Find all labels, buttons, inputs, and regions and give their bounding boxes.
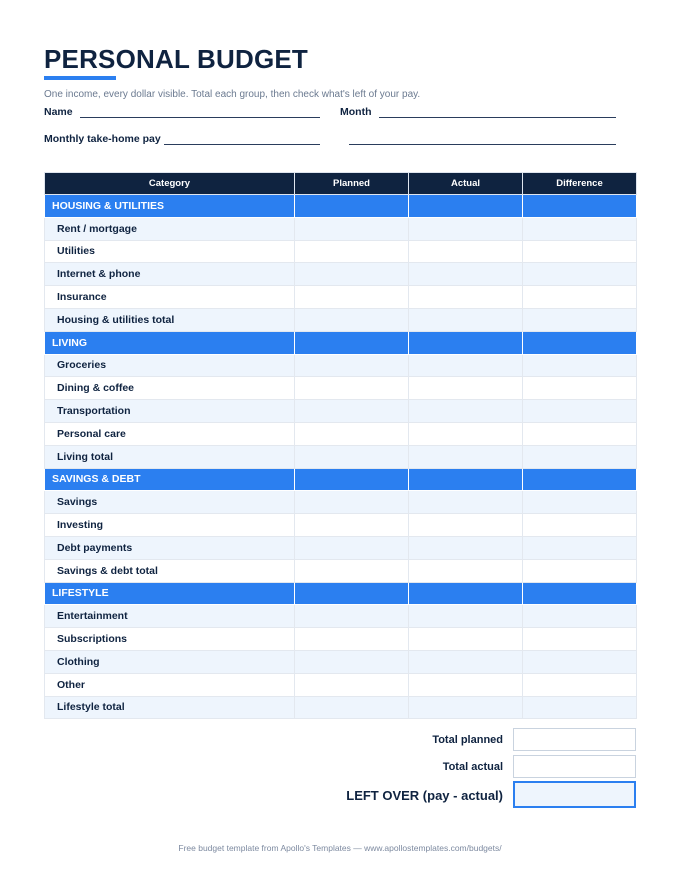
difference-cell[interactable] [523,650,637,673]
section-title: HOUSING & UTILITIES [45,195,295,218]
actual-cell[interactable] [409,240,523,263]
table-row [45,354,637,377]
footer-note: Free budget template from Apollo's Templates — www.apollostemplates.com/budgets/ [178,843,502,853]
total-planned-label: Total planned [432,734,503,746]
name-label: Name [44,106,73,118]
planned-cell[interactable] [295,217,409,240]
table-row [45,696,637,719]
table-row [45,559,637,582]
planned-cell[interactable] [295,514,409,537]
table-row [45,422,637,445]
actual-cell[interactable] [409,696,523,719]
difference-cell[interactable] [523,308,637,331]
planned-cell[interactable] [295,240,409,263]
actual-cell[interactable] [409,628,523,651]
table-header-row [45,173,637,195]
planned-cell[interactable] [295,422,409,445]
actual-cell[interactable] [409,217,523,240]
total-planned-box[interactable] [513,728,636,751]
difference-cell[interactable] [523,377,637,400]
page-title: PERSONAL BUDGET [44,44,308,74]
budget-table-body [45,195,637,719]
column-header-actual: Actual [409,173,523,195]
leftover-box[interactable] [513,781,636,808]
category-label: Clothing [45,650,295,673]
actual-cell[interactable] [409,605,523,628]
table-row [45,605,637,628]
month-field[interactable] [379,117,616,118]
actual-cell[interactable] [409,673,523,696]
pay-field-extra[interactable] [349,144,616,145]
actual-cell[interactable] [409,491,523,514]
total-actual-box[interactable] [513,755,636,778]
actual-cell[interactable] [409,263,523,286]
section-cell [409,468,523,491]
section-row [45,582,637,605]
actual-cell[interactable] [409,286,523,309]
section-cell [295,195,409,218]
category-label: Subscriptions [45,628,295,651]
actual-cell[interactable] [409,354,523,377]
difference-cell[interactable] [523,559,637,582]
difference-cell[interactable] [523,605,637,628]
category-label: Rent / mortgage [45,217,295,240]
actual-cell[interactable] [409,514,523,537]
section-cell [409,582,523,605]
table-row [45,673,637,696]
difference-cell[interactable] [523,673,637,696]
category-label: Transportation [45,400,295,423]
category-label: Other [45,673,295,696]
planned-cell[interactable] [295,696,409,719]
difference-cell[interactable] [523,628,637,651]
difference-cell[interactable] [523,422,637,445]
planned-cell[interactable] [295,354,409,377]
section-cell [295,331,409,354]
section-row [45,331,637,354]
section-cell [409,331,523,354]
category-label: Personal care [45,422,295,445]
section-cell [409,195,523,218]
table-row [45,400,637,423]
category-label: Savings & debt total [45,559,295,582]
actual-cell[interactable] [409,650,523,673]
actual-cell[interactable] [409,445,523,468]
table-row [45,308,637,331]
table-row [45,514,637,537]
difference-cell[interactable] [523,514,637,537]
category-label: Housing & utilities total [45,308,295,331]
table-row [45,650,637,673]
table-row [45,628,637,651]
planned-cell[interactable] [295,536,409,559]
total-actual-label: Total actual [442,761,503,773]
actual-cell[interactable] [409,559,523,582]
section-cell [295,468,409,491]
table-row [45,286,637,309]
pay-label: Monthly take-home pay [44,133,161,145]
page-subtitle: One income, every dollar visible. Total each group, then check what's left of your pay. [44,89,421,100]
column-header-planned: Planned [295,173,409,195]
actual-cell[interactable] [409,422,523,445]
category-label: Lifestyle total [45,696,295,719]
category-label: Insurance [45,286,295,309]
section-cell [523,195,637,218]
difference-cell[interactable] [523,696,637,719]
section-cell [295,582,409,605]
planned-cell[interactable] [295,559,409,582]
planned-cell[interactable] [295,263,409,286]
budget-table [44,172,637,719]
difference-cell[interactable] [523,217,637,240]
section-row [45,195,637,218]
difference-cell[interactable] [523,445,637,468]
category-label: Debt payments [45,536,295,559]
actual-cell[interactable] [409,400,523,423]
leftover-label: LEFT OVER (pay - actual) [346,788,503,803]
month-label: Month [340,106,372,118]
column-header-difference: Difference [523,173,637,195]
planned-cell[interactable] [295,377,409,400]
actual-cell[interactable] [409,377,523,400]
section-cell [523,582,637,605]
section-cell [523,331,637,354]
category-label: Savings [45,491,295,514]
category-label: Entertainment [45,605,295,628]
difference-cell[interactable] [523,354,637,377]
category-label: Internet & phone [45,263,295,286]
difference-cell[interactable] [523,263,637,286]
category-label: Living total [45,445,295,468]
difference-cell[interactable] [523,536,637,559]
table-row [45,217,637,240]
table-row [45,536,637,559]
section-cell [523,468,637,491]
planned-cell[interactable] [295,628,409,651]
planned-cell[interactable] [295,650,409,673]
table-row [45,263,637,286]
category-label: Investing [45,514,295,537]
table-row [45,491,637,514]
category-label: Utilities [45,240,295,263]
table-row [45,240,637,263]
difference-cell[interactable] [523,491,637,514]
planned-cell[interactable] [295,286,409,309]
section-title: LIFESTYLE [45,582,295,605]
table-row [45,445,637,468]
difference-cell[interactable] [523,286,637,309]
table-row [45,377,637,400]
name-field[interactable] [80,117,320,118]
pay-field[interactable] [164,144,320,145]
actual-cell[interactable] [409,536,523,559]
column-header-category: Category [45,173,295,195]
title-underline [44,76,116,80]
category-label: Dining & coffee [45,377,295,400]
difference-cell[interactable] [523,240,637,263]
category-label: Groceries [45,354,295,377]
section-title: SAVINGS & DEBT [45,468,295,491]
planned-cell[interactable] [295,445,409,468]
difference-cell[interactable] [523,400,637,423]
section-title: LIVING [45,331,295,354]
planned-cell[interactable] [295,491,409,514]
planned-cell[interactable] [295,308,409,331]
planned-cell[interactable] [295,673,409,696]
planned-cell[interactable] [295,605,409,628]
actual-cell[interactable] [409,308,523,331]
section-row [45,468,637,491]
planned-cell[interactable] [295,400,409,423]
